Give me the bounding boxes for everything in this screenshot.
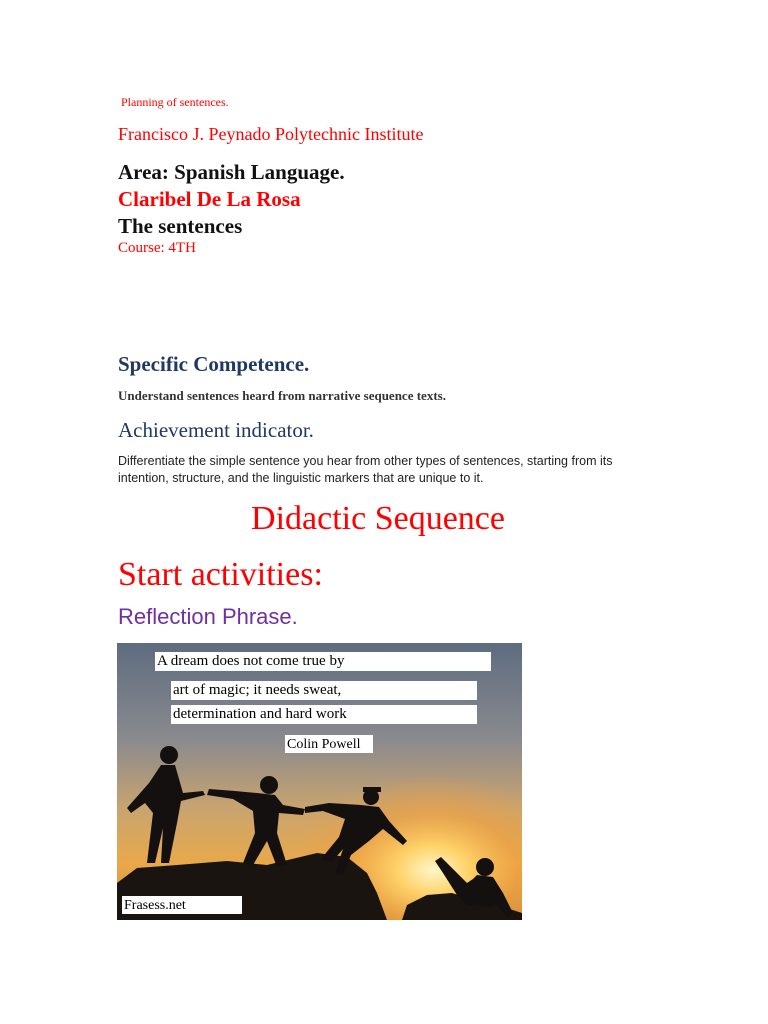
competence-text: Understand sentences heard from narrative sequence texts. (118, 388, 446, 403)
achievement-text: Differentiate the simple sentence you hear from other types of sentences, starting from its intention, structure, and the linguistic markers that are unique to it. (118, 454, 613, 485)
course-label: Course: 4TH (118, 240, 196, 256)
quote-author: Colin Powell (285, 735, 373, 753)
institute-name: Francisco J. Peynado Polytechnic Institute (118, 124, 424, 144)
quote-line-2: art of magic; it needs sweat, (171, 681, 477, 700)
reflection-phrase-heading: Reflection Phrase. (118, 604, 298, 629)
achievement-heading: Achievement indicator. (118, 418, 314, 442)
area-title: Area: Spanish Language. (118, 160, 345, 184)
topic-title: The sentences (118, 214, 243, 238)
reflection-image (117, 643, 522, 920)
didactic-sequence-title: Didactic Sequence (251, 500, 505, 537)
quote-line-3: determination and hard work (171, 705, 477, 724)
quote-line-1: A dream does not come true by (155, 652, 491, 671)
start-activities-heading: Start activities: (118, 556, 323, 593)
author-name: Claribel De La Rosa (118, 187, 301, 211)
image-credit: Frasess.net (122, 896, 242, 914)
competence-heading: Specific Competence. (118, 352, 310, 376)
planning-label: Planning of sentences. (121, 95, 229, 109)
